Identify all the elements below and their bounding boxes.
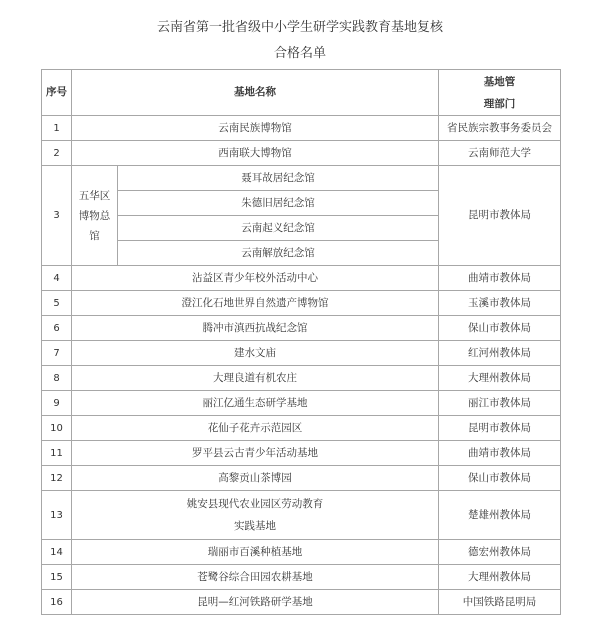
table-row (42, 341, 561, 366)
row-seq: 4 (42, 266, 72, 291)
row-name: 西南联大博物馆 (72, 141, 439, 166)
row-name: 建水文庙 (72, 341, 439, 366)
row-sub-name: 朱德旧居纪念馆 (118, 191, 439, 216)
row-manager: 丽江市教体局 (439, 391, 561, 416)
row-seq: 12 (42, 466, 72, 491)
group-name-line1: 五华区 (78, 189, 111, 202)
table-row (42, 291, 561, 316)
row-seq: 1 (42, 116, 72, 141)
row-manager: 保山市教体局 (439, 466, 561, 491)
row-seq: 2 (42, 141, 72, 166)
table-row (42, 466, 561, 491)
row-manager: 大理州教体局 (439, 366, 561, 391)
table-row (42, 441, 561, 466)
header-name: 基地名称 (72, 70, 439, 116)
document-subtitle: 合格名单 (273, 46, 326, 61)
row-seq: 11 (42, 441, 72, 466)
row-manager: 德宏州教体局 (439, 540, 561, 565)
row-name-line2: 实践基地 (234, 520, 276, 532)
row-sub-name: 聂耳故居纪念馆 (118, 166, 439, 191)
row-sub-name: 云南解放纪念馆 (118, 241, 439, 266)
table-row (42, 565, 561, 590)
header-manager-line2: 理部门 (483, 97, 516, 110)
row-name: 瑞丽市百溪种植基地 (72, 540, 439, 565)
row-name: 腾冲市滇西抗战纪念馆 (72, 316, 439, 341)
row-seq: 3 (42, 166, 72, 266)
table-row (42, 266, 561, 291)
table-row (42, 540, 561, 565)
row-name-line1: 姚安县现代农业园区劳动教育 (186, 498, 324, 510)
qualified-bases-table (41, 69, 561, 615)
table-row (42, 590, 561, 615)
row-manager: 中国铁路昆明局 (439, 590, 561, 615)
table-row (42, 366, 561, 391)
group-name-line3: 馆 (89, 229, 100, 242)
row-seq: 15 (42, 565, 72, 590)
row-seq: 13 (42, 491, 72, 540)
row-name: 澄江化石地世界自然遗产博物馆 (72, 291, 439, 316)
table-header-row (42, 70, 561, 116)
header-seq: 序号 (42, 70, 72, 116)
row-seq: 9 (42, 391, 72, 416)
row-name: 云南民族博物馆 (72, 116, 439, 141)
row-manager: 曲靖市教体局 (439, 441, 561, 466)
row-manager: 曲靖市教体局 (439, 266, 561, 291)
table-row (42, 116, 561, 141)
header-manager-line1: 基地管 (483, 75, 516, 88)
row-manager: 省民族宗教事务委员会 (439, 116, 561, 141)
table-row (42, 141, 561, 166)
table-row (42, 491, 561, 540)
row-manager: 昆明市教体局 (439, 166, 561, 266)
table-row (42, 416, 561, 441)
row-manager: 楚雄州教体局 (439, 491, 561, 540)
row-manager: 昆明市教体局 (439, 416, 561, 441)
row-manager: 云南师范大学 (439, 141, 561, 166)
row-seq: 16 (42, 590, 72, 615)
document-title: 云南省第一批省级中小学生研学实践教育基地复核 (156, 20, 443, 35)
row-seq: 8 (42, 366, 72, 391)
row-name: 昆明—红河铁路研学基地 (72, 590, 439, 615)
table-row (42, 166, 561, 191)
row-name: 苍鹭谷综合田园农耕基地 (72, 565, 439, 590)
table-row (42, 316, 561, 341)
row-name: 大理良道有机农庄 (72, 366, 439, 391)
group-name-line2: 博物总 (78, 209, 111, 222)
table-row (42, 391, 561, 416)
row-seq: 6 (42, 316, 72, 341)
row-seq: 7 (42, 341, 72, 366)
row-name: 罗平县云古青少年活动基地 (72, 441, 439, 466)
row-manager: 玉溪市教体局 (439, 291, 561, 316)
row-manager: 红河州教体局 (439, 341, 561, 366)
row-seq: 14 (42, 540, 72, 565)
row-group-name (72, 166, 118, 266)
row-sub-name: 云南起义纪念馆 (118, 216, 439, 241)
row-manager: 保山市教体局 (439, 316, 561, 341)
row-seq: 10 (42, 416, 72, 441)
row-name (72, 491, 439, 540)
row-seq: 5 (42, 291, 72, 316)
row-name: 高黎贡山茶博园 (72, 466, 439, 491)
row-name: 丽江亿通生态研学基地 (72, 391, 439, 416)
row-name: 沾益区青少年校外活动中心 (72, 266, 439, 291)
header-manager (439, 70, 561, 116)
row-manager: 大理州教体局 (439, 565, 561, 590)
row-name: 花仙子花卉示范园区 (72, 416, 439, 441)
